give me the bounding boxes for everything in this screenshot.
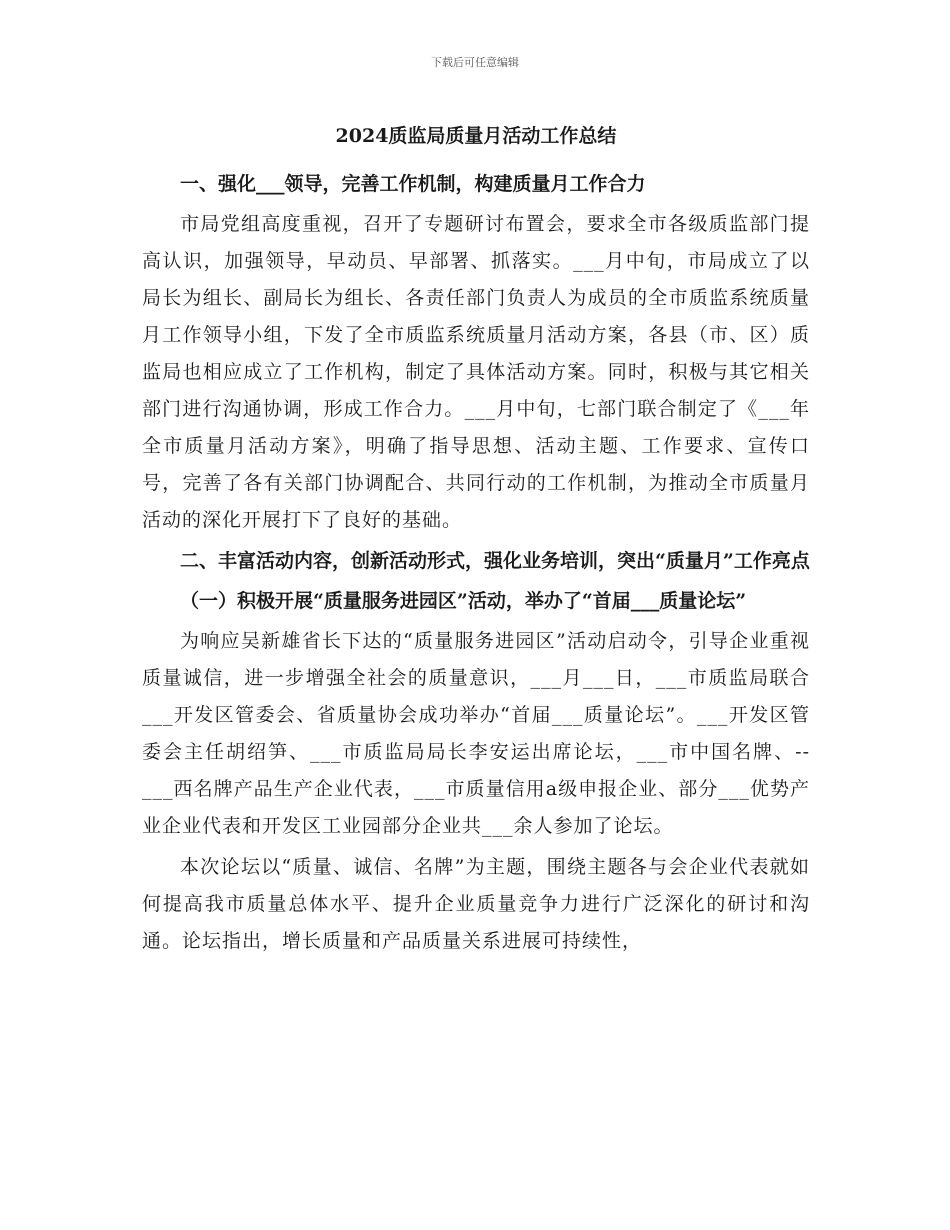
section-2-paragraph-1: 为响应吴新雄省长下达的“质量服务进园区”活动启动令，引导企业重视质量诚信，进一步增强全社会的质量意识，___月___日，___市质监局联合___开发区管委会、省质量协会成功举办“首届___质量论坛”。___开发区管委会主任胡绍笋、___市质监局局长李安运出席论坛，___市中国名牌、--___西名牌产品生产企业代表，___市质量信用a级申报企业、部分___优势产业企业代表和开发区工业园部分企业共___余人参加了论坛。 bbox=[142, 630, 810, 837]
section-2-paragraph-2: 本次论坛以“质量、诚信、名牌”为主题，围绕主题各与会企业代表就如何提高我市质量总体水平、提升企业质量竞争力进行广泛深化的研讨和沟通。论坛指出，增长质量和产品质量关系进展可持续性， bbox=[142, 856, 810, 952]
document-title: 2024质监局质量月活动工作总结 bbox=[335, 125, 617, 147]
section-2-subheading: （一）积极开展“质量服务进园区”活动，举办了“首届___质量论坛” bbox=[180, 590, 747, 612]
header-note: 下载后可任意编辑 bbox=[431, 56, 519, 69]
section-2-heading: 二、丰富活动内容，创新活动形式，强化业务培训，突出“质量月”工作亮点 bbox=[180, 550, 810, 572]
section-1-heading: 一、强化___领导，完善工作机制，构建质量月工作合力 bbox=[180, 173, 646, 195]
document-body bbox=[142, 118, 810, 964]
section-1-paragraph-1: 市局党组高度重视，召开了专题研讨布置会，要求全市各级质监部门提高认识，加强领导，早动员、早部署、抓落实。___月中旬，市局成立了以局长为组长、副局长为组长、各责任部门负责人为成员的全市质监系统质量月工作领导小组，下发了全市质监系统质量月活动方案，各县（市、区）质监局也相应成立了工作机构，制定了具体活动方案。同时，积极与其它相关部门进行沟通协调，形成工作合力。___月中旬，七部门联合制定了《___年全市质量月活动方案》，明确了指导思想、活动主题、工作要求、宣传口号，完善了各有关部门协调配合、共同行动的工作机制，为推动全市质量月活动的深化开展打下了良好的基础。 bbox=[142, 213, 810, 531]
